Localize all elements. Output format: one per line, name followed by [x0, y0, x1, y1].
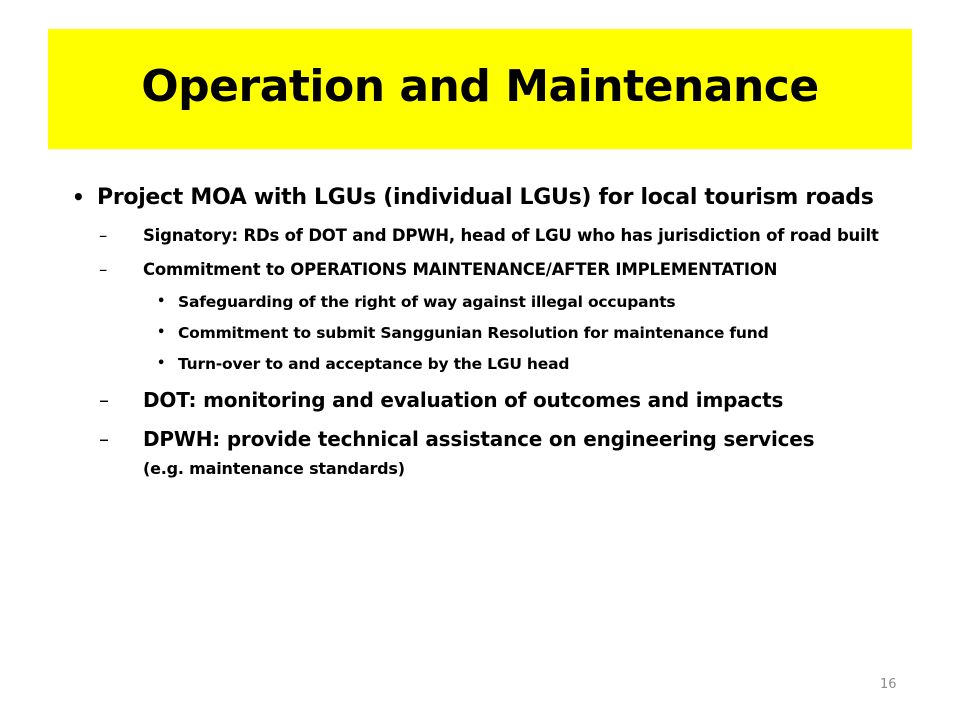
sub-bullet-dot	[72, 386, 892, 414]
dash-marker: –	[99, 226, 108, 245]
bullet-marker: •	[157, 294, 166, 309]
sub-bullet-text: DPWH: provide technical assistance on engineering services	[143, 427, 815, 451]
slide-title: Operation and Maintenance	[141, 60, 819, 112]
bullet-marker: •	[72, 185, 85, 209]
page-number: 16	[880, 677, 897, 692]
title-banner	[48, 29, 912, 149]
sub-bullet-text: DOT: monitoring and evaluation of outcomes and impacts	[143, 388, 784, 412]
dash-marker: –	[99, 427, 109, 451]
sub-bullet-text: Commitment to OPERATIONS MAINTENANCE/AFTER IMPLEMENTATION	[143, 260, 778, 279]
dash-marker: –	[99, 388, 109, 412]
slide-body	[72, 181, 892, 483]
bullet-marker: •	[157, 356, 166, 371]
list-item	[72, 353, 892, 375]
list-item-text: Safeguarding of the right of way against illegal occupants	[178, 293, 676, 311]
bullet-marker: •	[157, 325, 166, 340]
sub-bullet-text: Signatory: RDs of DOT and DPWH, head of LGU who has jurisdiction of road built	[143, 226, 879, 245]
sub-bullet-dpwh	[72, 425, 892, 483]
sub-bullet-commitment	[72, 258, 892, 282]
dash-marker: –	[99, 260, 108, 279]
list-item	[72, 291, 892, 313]
main-bullet-text: Project MOA with LGUs (individual LGUs) for local tourism roads	[97, 185, 874, 210]
sub-bullet-note: (e.g. maintenance standards)	[143, 459, 405, 478]
list-item-text: Commitment to submit Sanggunian Resolution for maintenance fund	[178, 324, 769, 342]
list-item-text: Turn-over to and acceptance by the LGU head	[178, 355, 570, 373]
list-item	[72, 322, 892, 344]
sub-bullet-signatory	[72, 224, 892, 248]
main-bullet	[72, 181, 892, 214]
